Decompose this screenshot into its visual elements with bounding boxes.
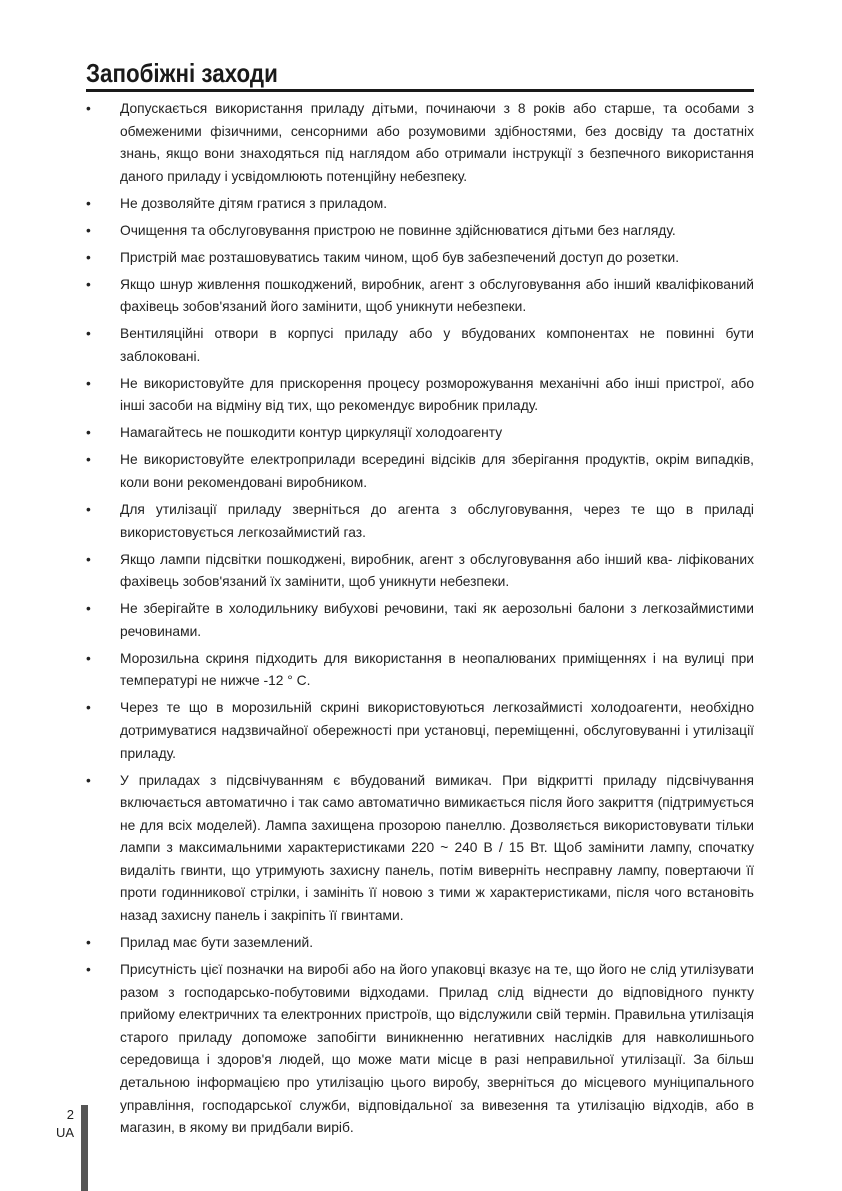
bullet-icon: • — [86, 601, 91, 617]
bullet-icon: • — [86, 425, 91, 441]
list-item-text: Вентиляційні отвори в корпусі приладу або у вбудованих компонентах не повинні бути заблоковані. — [120, 326, 754, 364]
list-item-text: Не зберігайте в холодильнику вибухові речовини, такі як аерозольні балони з легкозаймистими речовинами. — [120, 601, 754, 639]
bullet-icon: • — [86, 700, 91, 716]
bullet-icon: • — [86, 249, 91, 265]
margin-bar — [81, 1105, 88, 1191]
list-item-text: Прилад має бути заземлений. — [120, 935, 314, 951]
list-item-text: Якщо шнур живлення пошкоджений, виробник, агент з обслуговування або інший кваліфікований фахівець зобов'язаний його замінити, щоб уникнути небезпеки. — [120, 276, 754, 315]
bullet-icon: • — [86, 935, 91, 951]
list-item-text: Не дозволяйте дітям гратися з приладом. — [120, 195, 388, 211]
list-item-text: Через те що в морозильній скрині використовуються легкозаймисті холодоагенти, необхідно дотримуватися надзвичайної обережності при установці, переміщенні, обслуговуванні і утилізації приладу. — [120, 700, 754, 761]
bullet-icon: • — [86, 650, 91, 666]
list-item — [86, 598, 754, 643]
list-item-text: Очищення та обслуговування пристрою не повинне здійснюватися дітьми без нагляду. — [120, 222, 676, 238]
list-item-text: Присутність цієї позначки на виробі або на його упаковці вказує на те, що його не слід утилізувати разом з господарсько-побутовими відходами. Прилад слід віднести до відповідного пункту прийому електричних та електронних пристроїв, що відслужили свій термін. Правильна утилізація старого приладу допоможе запобігти виникненню негативних наслідків для навколишнього середовища і здоров'я людей, що може мати місце в разі неправильної утилізації. За більш детальною інформацією про утилізацію цього виробу, зверніться до місцевого муніципального управління, господарської служби, відповідальної за вивезення та утилізацію відходів, або в магазин, в якому ви придбали виріб. — [120, 962, 754, 1136]
bullet-icon: • — [86, 101, 91, 116]
list-item — [86, 499, 754, 544]
bullet-icon: • — [86, 452, 91, 468]
bullet-icon: • — [86, 276, 91, 292]
list-item — [86, 98, 754, 188]
list-item — [86, 648, 754, 693]
page-number: 2 — [66, 1107, 74, 1122]
list-item — [86, 959, 754, 1140]
list-item — [86, 770, 754, 928]
list-item — [86, 449, 754, 494]
bullet-icon: • — [86, 375, 91, 391]
bullet-icon: • — [86, 772, 91, 788]
list-item-text: Намагайтесь не пошкодити контур циркуляції холодоагенту — [120, 425, 503, 441]
bullet-icon: • — [86, 195, 91, 211]
list-item — [86, 422, 754, 445]
list-item — [86, 274, 754, 319]
list-item — [86, 697, 754, 765]
page-title: Запобіжні заходи — [86, 58, 278, 88]
list-item — [86, 193, 754, 216]
list-item — [86, 549, 754, 594]
bullet-icon: • — [86, 326, 91, 342]
list-item-text: Пристрій має розташовуватись таким чином, щоб був забезпечений доступ до розетки. — [120, 249, 680, 265]
list-item — [86, 220, 754, 243]
bullet-icon: • — [86, 962, 91, 978]
list-item-text: Якщо лампи підсвітки пошкоджені, виробник, агент з обслуговування або інший ква- ліфікованих фахівець зобов'язаний їх замінити, щоб уникнути небезпеки. — [120, 551, 754, 590]
bullet-icon: • — [86, 502, 91, 518]
list-item-text: Допускається використання приладу дітьми, починаючи з 8 років або старше, та особами з обмеженими фізичними, сенсорними або розумовими здібностями, без досвіду та достатніх знань, якщо вони знаходяться під наглядом або отримали інструкції з безпечного використання даного приладу і усвідомлюють потенційну небезпеку. — [120, 101, 754, 184]
list-item-text: У приладах з підсвічуванням є вбудований вимикач. При відкритті приладу підсвічування включається автоматично і так само автоматично вимикається після його закриття (підтримується не для всіх моделей). Лампа захищена прозорою панеллю. Дозволяється використовувати тільки лампи з максимальними характеристиками 220 ~ 240 В / 15 Вт. Щоб замінити лампу, спочатку видаліть гвинти, що утримують захисну панель, потім виверніть несправну лампу, повертаючи її проти годинникової стрілки, і замініть її новою з тими ж характеристиками, після чого встановіть назад захисну панель і закріпіть її гвинтами. — [120, 772, 754, 924]
list-item — [86, 373, 754, 418]
bullet-icon: • — [86, 222, 91, 238]
precautions-list — [86, 98, 754, 1144]
list-item — [86, 247, 754, 270]
list-item-text: Для утилізації приладу зверніться до агента з обслуговування, через те що в приладі використовується легкозаймистий газ. — [120, 502, 754, 540]
list-item-text: Морозильна скриня підходить для використання в неопалюваних приміщеннях і на вулиці при температурі не нижче -12 ° С. — [120, 650, 754, 689]
bullet-icon: • — [86, 551, 91, 567]
list-item — [86, 323, 754, 368]
list-item — [86, 932, 754, 955]
list-item-text: Не використовуйте для прискорення процесу розморожування механічні або інші пристрої, або інші засоби на відміну від тих, що рекомендує виробник приладу. — [120, 375, 754, 414]
title-underline — [86, 89, 754, 92]
page-language-code: UA — [56, 1125, 75, 1140]
list-item-text: Не використовуйте електроприлади всередині відсіків для зберігання продуктів, окрім випадків, коли вони рекомендовані виробником. — [120, 452, 754, 491]
